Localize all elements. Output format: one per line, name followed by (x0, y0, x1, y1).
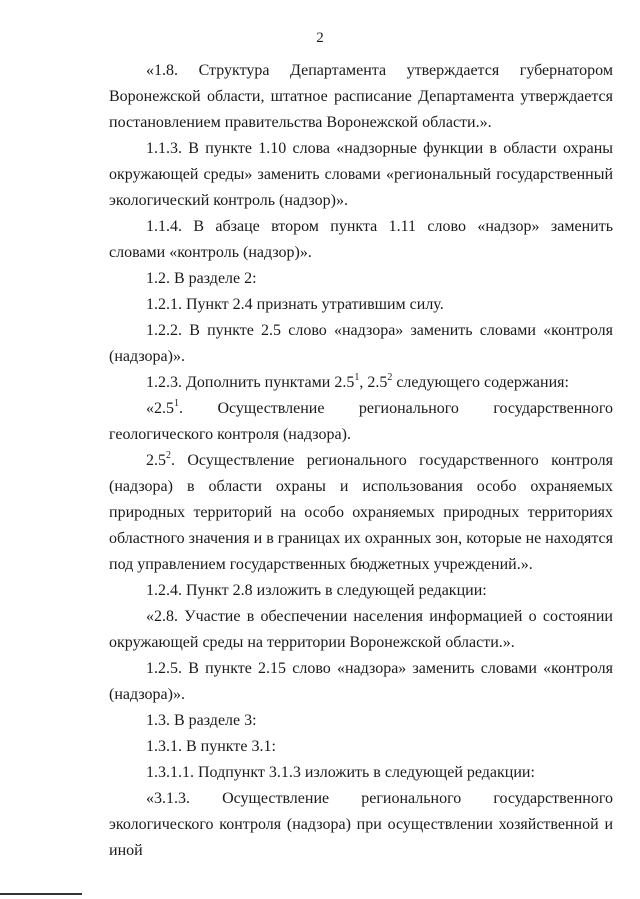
paragraph-1-2-4: 1.2.4. Пункт 2.8 изложить в следующей редакции: (146, 582, 487, 599)
paragraph-1-2-3 (109, 370, 613, 396)
page-number: 2 (316, 30, 324, 46)
paragraph-1-3-1-1: 1.3.1.1. Подпункт 3.1.3 изложить в следующей редакции: (146, 764, 535, 781)
superscript-1: 1 (354, 371, 360, 383)
paragraph-1-1-4: 1.1.4. В абзаце втором пункта 1.11 слово «надзор» заменить словами «контроль (надзор)». (109, 218, 613, 261)
paragraph-2-8: «2.8. Участие в обеспечении населения информацией о состоянии окружающей среды на территории Воронежской области.». (109, 608, 613, 651)
superscript-2: 2 (166, 449, 171, 461)
paragraph-3-1-3: «3.1.3. Осуществление регионального государственного экологического контроля (надзора) при осуществлении хозяйственной и иной (109, 790, 613, 859)
paragraph-2-5-1-text-b: . Осуществление регионального государственного геологического контроля (надзора). (109, 400, 613, 443)
paragraph-1-2-1: 1.2.1. Пункт 2.4 признать утратившим силу. (146, 296, 444, 313)
paragraph-1-1-3: 1.1.3. В пункте 1.10 слова «надзорные функции в области охраны окружающей среды» заменить словами «региональный государственный экологический контроль (надзор)». (109, 140, 613, 209)
superscript-1: 1 (174, 397, 179, 409)
paragraph-2-5-2-text-a: 2.5 (146, 452, 166, 469)
paragraph-2-5-1-text-a: «2.5 (146, 400, 174, 417)
paragraph-1-2-5: 1.2.5. В пункте 2.15 слово «надзора» заменить словами «контроля (надзора)». (109, 660, 613, 703)
paragraph-2-5-1 (109, 396, 613, 448)
paragraph-1-2: 1.2. В разделе 2: (146, 270, 257, 287)
paragraph-1-2-3-text-c: следующего содержания: (392, 374, 569, 391)
paragraph-1-2-3-text-a: 1.2.3. Дополнить пунктами 2.5 (146, 374, 355, 391)
paragraph-1-2-3-text-b: , 2.5 (359, 374, 388, 391)
paragraph-2-5-2 (109, 448, 613, 578)
paragraph-2-5-2-text-b: . Осуществление регионального государственного контроля (надзора) в области охраны и использования особо охраняемых природных территорий на особо охраняемых природных территориях областного значения и в границах их охранных зон, которые не находятся под управлением государственных бюджетных учреждений.». (109, 452, 613, 573)
paragraph-1-2-2: 1.2.2. В пункте 2.5 слово «надзора» заменить словами «контроля (надзора)». (109, 322, 613, 365)
footer-rule (0, 893, 82, 895)
paragraph-1-8: «1.8. Структура Департамента утверждается губернатором Воронежской области, штатное расписание Департамента утверждается постановлением правительства Воронежской области.». (109, 62, 613, 131)
paragraph-1-3-1: 1.3.1. В пункте 3.1: (146, 738, 276, 755)
document-body (109, 58, 613, 864)
superscript-2: 2 (387, 371, 393, 383)
paragraph-1-3: 1.3. В разделе 3: (146, 712, 257, 729)
